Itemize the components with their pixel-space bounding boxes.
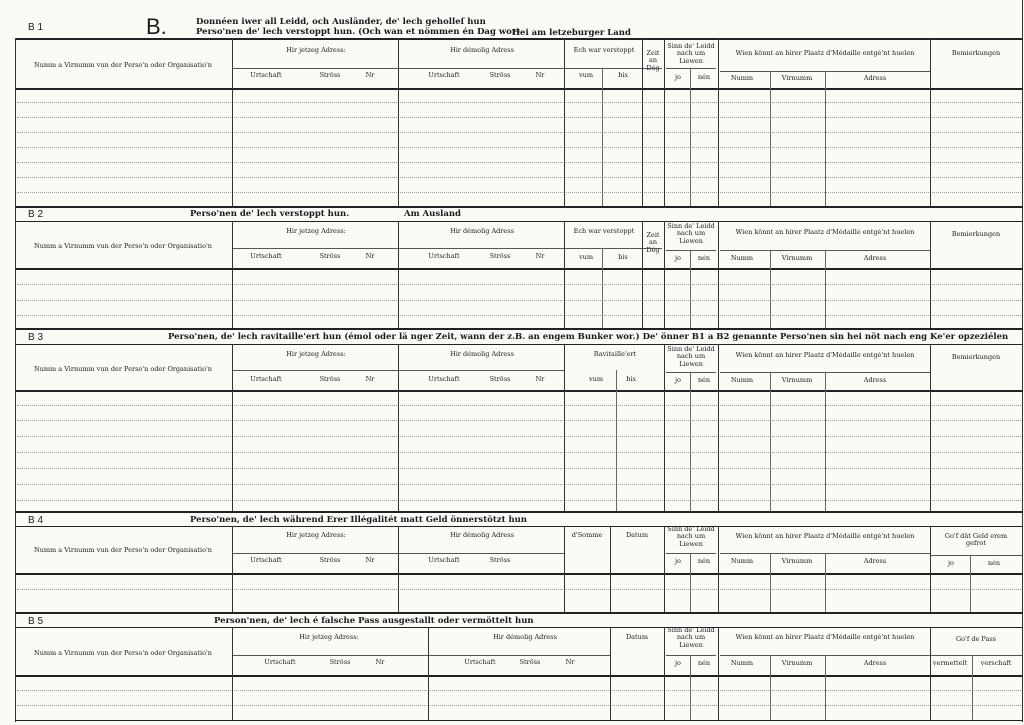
virnumm-header: Virnumm [781, 376, 813, 384]
form-part-letter: B. [146, 14, 167, 39]
nen-header: nén [697, 659, 711, 667]
zeit-header: Zeit an Dég [646, 49, 660, 72]
section-top-border [15, 38, 1023, 40]
form-title-line1: Donnéen iwer all Leidd, och Ausländer, de' lech geholleſ hun [196, 17, 486, 27]
suffered-header: Sinn de' Leidd nach um Liewen [667, 222, 715, 245]
current-address-header: Hir jetzeg Adress: [299, 633, 359, 641]
adress-header: Adress [863, 254, 887, 262]
bottom-border [15, 720, 1023, 721]
form-title-location: Hei am letzeburger Land [512, 28, 631, 38]
former-address-header: Hir démolig Adress [450, 46, 514, 54]
bis-header: bis [618, 71, 628, 79]
hidden-header: Ech war verstoppt [573, 227, 635, 235]
numm-header: Numm [730, 254, 754, 262]
section-label-b5: B 5 [28, 616, 44, 627]
jo-header: jo [675, 254, 681, 262]
ravitailleert-header: Ravitaille'ert [593, 350, 637, 358]
virnumm-header: Virnumm [781, 254, 813, 262]
current-address-header: Hir jetzeg Adress: [286, 46, 346, 54]
vum-header: vum [578, 253, 594, 261]
name-column-header: Numm a Virnumm vun der Perso'n oder Organisatio'n [34, 649, 212, 657]
stross-header: Ströss [489, 375, 511, 383]
stross-header: Ströss [319, 252, 341, 260]
remarks-header: Bemierkungen [951, 353, 1001, 361]
current-address-header: Hir jetzeg Adress: [286, 227, 346, 235]
nen-header: nén [697, 73, 711, 81]
stross-header: Ströss [329, 658, 351, 666]
stross-header: Ströss [519, 658, 541, 666]
suffered-header: Sinn de' Leidd nach um Liewen [667, 345, 715, 368]
section-label-b4: B 4 [28, 515, 44, 526]
bis-header: bis [618, 253, 628, 261]
name-column-header: Numm a Virnumm vun der Perso'n oder Organisatio'n [34, 546, 212, 554]
stross-header: Ströss [319, 71, 341, 79]
ortschaft-header: Urtschaft [428, 252, 460, 260]
ortschaft-header: Urtschaft [464, 658, 496, 666]
ortschaft-header: Urtschaft [250, 375, 282, 383]
numm-header: Numm [730, 376, 754, 384]
nr-header: Nr [365, 375, 375, 383]
jo-header: jo [675, 557, 681, 565]
section-b2-location: Am Ausland [404, 209, 461, 219]
nr-header: Nr [365, 252, 375, 260]
name-column-header: Numm a Virnumm vun der Perso'n oder Organisatio'n [34, 61, 212, 69]
adress-header: Adress [863, 74, 887, 82]
money-requested-header: Go'f dät Geld erem gefrot [944, 532, 1008, 548]
jo-header: jo [675, 376, 681, 384]
bis-header: bis [626, 375, 636, 383]
ortschaft-header: Urtschaft [250, 71, 282, 79]
adress-header: Adress [863, 557, 887, 565]
current-address-header: Hir jetzeg Adress: [286, 350, 346, 358]
verschaft-header: verschaft [980, 659, 1012, 667]
ortschaft-header: Urtschaft [428, 71, 460, 79]
medal-recipient-header: Wien könnt an hirer Plaatz d'Médaille entgé'nt huelen [735, 49, 915, 57]
section-b5-title: Person'nen, de' lech é falsche Pass ausgestallt oder vermöttelt hun [214, 616, 534, 626]
nr-header: Nr [535, 252, 545, 260]
datum-header: Datum [625, 531, 649, 539]
numm-header: Numm [730, 74, 754, 82]
nen-header: nén [987, 559, 1001, 567]
adress-header: Adress [863, 376, 887, 384]
section-label-b3: B 3 [28, 332, 44, 343]
medal-recipient-header: Wien könnt an hirer Plaatz d'Médaille entgé'nt huelen [735, 228, 915, 236]
nen-header: nén [697, 376, 711, 384]
name-column-header: Numm a Virnumm vun der Perso'n oder Organisatio'n [34, 242, 212, 250]
stross-header: Ströss [319, 556, 341, 564]
jo-header: jo [948, 559, 954, 567]
nen-header: nén [697, 254, 711, 262]
nr-header: Nr [375, 658, 385, 666]
ortschaft-header: Urtschaft [428, 375, 460, 383]
suffered-header: Sinn de' Leidd nach um Liewen [667, 42, 715, 65]
nr-header: Nr [565, 658, 575, 666]
nr-header: Nr [365, 71, 375, 79]
section-b3-title: Perso'nen, de' lech ravitaille'ert hun (émol oder lä nger Zeit, wann der z.B. an engem Bunker wor.) De' önner B1 a B2 genannte Perso'nen sin hei nöt nach eng Ke'er opzeziélen [168, 332, 1009, 342]
virnumm-header: Virnumm [781, 74, 813, 82]
numm-header: Numm [730, 659, 754, 667]
stross-header: Ströss [489, 556, 511, 564]
nen-header: nén [697, 557, 711, 565]
datum-header: Datum [625, 633, 649, 641]
section-b4-title: Perso'nen, de' lech während Erer Illégalitét matt Geld önnerstötzt hun [190, 515, 527, 525]
stross-header: Ströss [489, 252, 511, 260]
vum-header: vum [578, 71, 594, 79]
somme-header: d'Somme [571, 531, 603, 539]
nr-header: Nr [535, 375, 545, 383]
left-border [15, 38, 16, 722]
medal-recipient-header: Wien könnt an hirer Plaatz d'Médaille entgé'nt huelen [735, 633, 915, 641]
jo-header: jo [675, 73, 681, 81]
vermettelt-header: vermettelt [932, 659, 968, 667]
virnumm-header: Virnumm [781, 557, 813, 565]
pass-header: Go'f de Pass [955, 635, 997, 643]
name-column-header: Numm a Virnumm vun der Perso'n oder Organisatio'n [34, 365, 212, 373]
medal-recipient-header: Wien könnt an hirer Plaatz d'Médaille entgé'nt huelen [735, 351, 915, 359]
ortschaft-header: Urtschaft [250, 556, 282, 564]
jo-header: jo [675, 659, 681, 667]
section-label-b1: B 1 [28, 22, 44, 33]
numm-header: Numm [730, 557, 754, 565]
remarks-header: Bemierkungen [951, 230, 1001, 238]
section-b2-title: Perso'nen de' lech verstoppt hun. [190, 209, 350, 219]
ortschaft-header: Urtschaft [250, 252, 282, 260]
suffered-header: Sinn de' Leidd nach um Liewen [667, 626, 715, 649]
medal-recipient-header: Wien könnt an hirer Plaatz d'Médaille entgé'nt huelen [735, 532, 915, 540]
stross-header: Ströss [489, 71, 511, 79]
vum-header: vum [588, 375, 604, 383]
former-address-header: Hir démolig Adress [450, 227, 514, 235]
form-title-line2: Perso'nen de' lech verstoppt hun. (Och wan et nömmen én Dag wor) [196, 27, 521, 37]
adress-header: Adress [863, 659, 887, 667]
ortschaft-header: Urtschaft [264, 658, 296, 666]
former-address-header: Hir démolig Adress [493, 633, 557, 641]
remarks-header: Bemierkungen [951, 49, 1001, 57]
suffered-header: Sinn de' Leidd nach um Liewen [667, 525, 715, 548]
former-address-header: Hir démolig Adress [450, 531, 514, 539]
nr-header: Nr [535, 71, 545, 79]
former-address-header: Hir démolig Adress [450, 350, 514, 358]
hidden-header: Ech war verstoppt [573, 46, 635, 54]
section-label-b2: B 2 [28, 209, 44, 220]
nr-header: Nr [365, 556, 375, 564]
stross-header: Ströss [319, 375, 341, 383]
zeit-header: Zeit an Dég [646, 231, 660, 254]
ortschaft-header: Urtschaft [428, 556, 460, 564]
current-address-header: Hir jetzeg Adress: [286, 531, 346, 539]
virnumm-header: Virnumm [781, 659, 813, 667]
